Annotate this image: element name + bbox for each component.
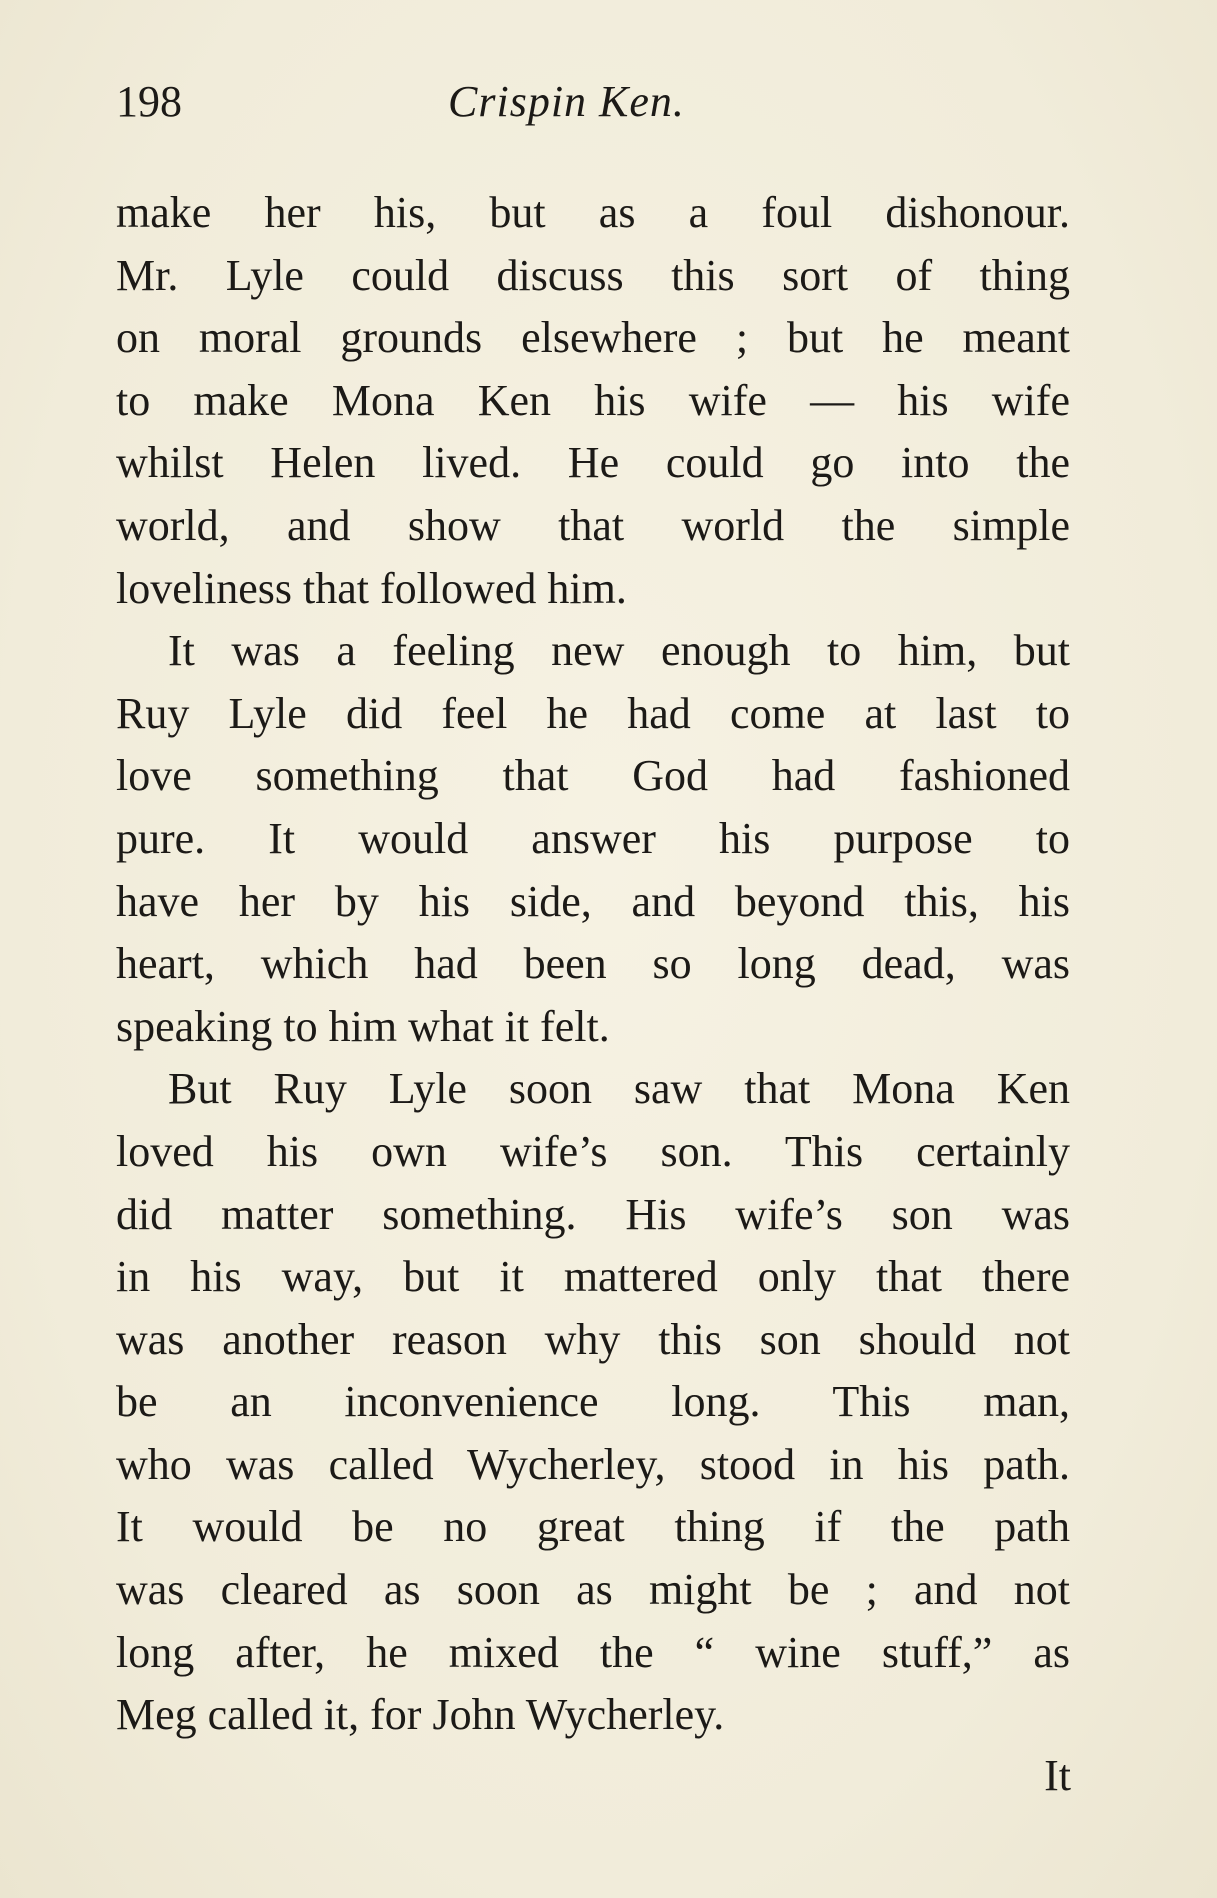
- text-line: be an inconvenience long. This man,: [116, 1377, 1070, 1427]
- page-number: 198: [116, 77, 182, 126]
- text-line: who was called Wycherley, stood in his path.: [116, 1439, 1070, 1489]
- body-text: [116, 182, 1070, 1747]
- text-line: whilst Helen lived. He could go into the: [116, 438, 1070, 488]
- text-line: to make Mona Ken his wife — his wife: [116, 375, 1070, 425]
- text-line: loved his own wife’s son. This certainly: [116, 1126, 1070, 1176]
- text-line: make her his, but as a foul dishonour.: [116, 188, 1070, 237]
- text-line: long after, he mixed the “ wine stuff,” as: [116, 1627, 1070, 1677]
- paragraph-first-line: But Ruy Lyle soon saw that Mona Ken: [168, 1064, 1070, 1114]
- text-line: pure. It would answer his purpose to: [116, 813, 1070, 863]
- text-line: was cleared as soon as might be ; and not: [116, 1565, 1070, 1615]
- text-line: Ruy Lyle did feel he had come at last to: [116, 688, 1070, 738]
- text-line: Mr. Lyle could discuss this sort of thing: [116, 250, 1070, 300]
- text-line: speaking to him what it felt.: [116, 1001, 610, 1051]
- text-line: It would be no great thing if the path: [116, 1502, 1070, 1552]
- text-line: in his way, but it mattered only that there: [116, 1252, 1070, 1302]
- text-line: Meg called it, for John Wycherley.: [116, 1690, 725, 1740]
- text-line: was another reason why this son should not: [116, 1314, 1070, 1364]
- running-head: [116, 72, 1068, 132]
- text-line: did matter something. His wife’s son was: [116, 1189, 1070, 1239]
- text-line: world, and show that world the simple: [116, 500, 1070, 550]
- text-line: loveliness that followed him.: [116, 563, 627, 613]
- text-line: have her by his side, and beyond this, his: [116, 876, 1070, 926]
- paragraph-first-line: It was a feeling new enough to him, but: [168, 626, 1070, 676]
- catchword: It: [1044, 1751, 1071, 1800]
- text-line: heart, which had been so long dead, was: [116, 939, 1070, 989]
- text-line: love something that God had fashioned: [116, 751, 1070, 801]
- text-line: on moral grounds elsewhere ; but he meant: [116, 313, 1070, 363]
- running-title: Crispin Ken.: [448, 77, 685, 126]
